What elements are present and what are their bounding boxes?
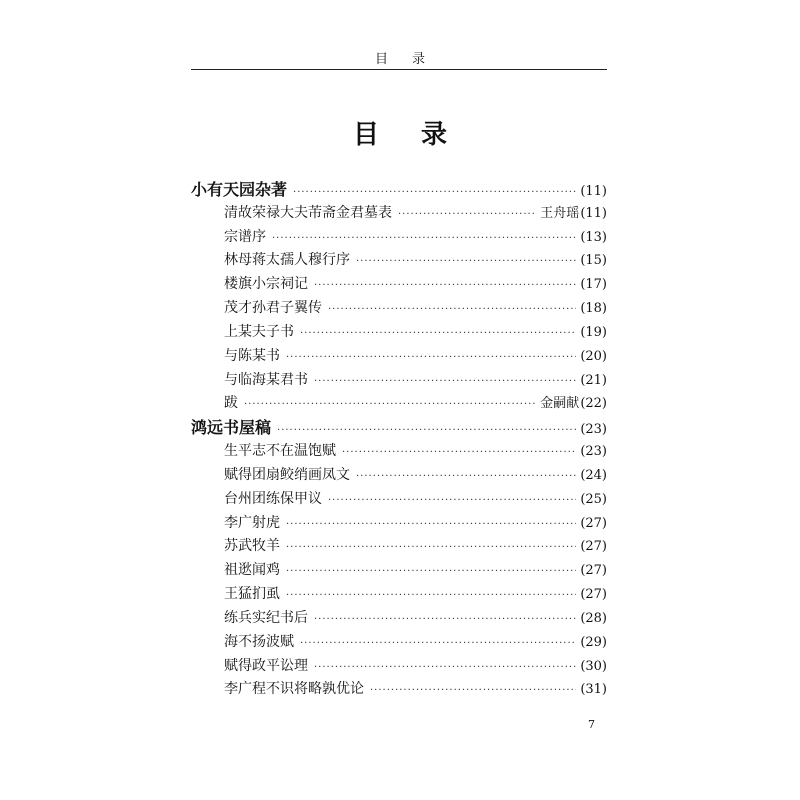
dot-leader (244, 393, 536, 417)
toc-entry (191, 607, 607, 631)
toc-page-number: (18) (580, 301, 607, 317)
dot-leader (314, 608, 576, 632)
toc-page-number: (13) (580, 229, 607, 245)
toc-entry-title: 李广射虎 (224, 514, 280, 531)
dot-leader (300, 322, 576, 346)
toc-entry-title: 练兵实纪书后 (224, 609, 308, 626)
toc-page-number: (17) (580, 277, 607, 293)
toc-page-number: (27) (580, 563, 607, 579)
toc-section (191, 178, 607, 202)
toc-entry (191, 202, 607, 226)
dot-leader (370, 679, 576, 703)
toc-entry (191, 249, 607, 273)
toc-page-number: (31) (580, 682, 607, 698)
toc-entry (191, 535, 607, 559)
toc-entry-title: 祖逖闻鸡 (224, 562, 280, 579)
dot-leader (328, 298, 576, 322)
toc-entry-title: 苏武牧羊 (224, 538, 280, 555)
toc-page-number: (27) (580, 587, 607, 603)
toc-entry-author: 金嗣献 (540, 396, 580, 412)
running-header: 目录 (374, 52, 449, 67)
dot-leader (286, 536, 576, 560)
toc-page-number: (25) (580, 491, 607, 507)
toc-entry (191, 440, 607, 464)
toc-entry-title: 台州团练保甲议 (224, 490, 322, 507)
toc-page-number: (21) (580, 372, 607, 388)
toc-entry-title: 楼旗小宗祠记 (224, 276, 308, 293)
dot-leader (314, 274, 576, 298)
toc-entry (191, 369, 607, 393)
toc-entry-title: 清故荣禄大夫芾斋金君墓表 (224, 204, 392, 221)
toc-page-number: (28) (580, 610, 607, 626)
toc-entry (191, 583, 607, 607)
toc-entry-title: 赋得团扇鲛绡画凤文 (224, 466, 350, 483)
toc-entry (191, 297, 607, 321)
dot-leader (300, 632, 576, 656)
dot-leader (286, 346, 576, 370)
toc-entry-title: 生平志不在温饱赋 (224, 443, 336, 460)
toc-entry-title: 茂才孙君子翼传 (224, 300, 322, 317)
toc-page-number: (20) (580, 348, 607, 364)
toc-entry (191, 488, 607, 512)
toc-entry-title: 跋 (224, 395, 238, 412)
toc-entry-author: 王舟瑶 (540, 205, 580, 221)
dot-leader (356, 465, 576, 489)
toc-page-number: (24) (580, 467, 607, 483)
page-number: 7 (588, 718, 595, 731)
header-rule (191, 69, 607, 70)
toc-entry-title: 赋得政平讼理 (224, 657, 308, 674)
toc-entry-title: 李广程不识将略孰优论 (224, 681, 364, 698)
toc-page-number: (19) (580, 324, 607, 340)
page-title: 目录 (352, 120, 489, 150)
dot-leader (398, 203, 536, 227)
toc-page-number: (11) (580, 184, 607, 199)
toc-entry (191, 559, 607, 583)
toc-page-number: (23) (580, 422, 607, 438)
dot-leader (328, 489, 576, 513)
toc-page-number: (29) (580, 634, 607, 650)
toc-page-number: (23) (580, 444, 607, 460)
dot-leader (272, 227, 576, 251)
toc-entry-title: 林母蒋太孺人穆行序 (224, 252, 350, 269)
toc-entry (191, 345, 607, 369)
toc-section-title: 鸿远书屋稿 (191, 418, 272, 438)
toc-entry-title: 与临海某君书 (224, 371, 308, 388)
toc-entry-title: 上某夫子书 (224, 323, 294, 340)
toc-page-number: (11) (580, 205, 607, 221)
toc-entry (191, 464, 607, 488)
toc-entry (191, 678, 607, 702)
toc-section-title: 小有天园杂著 (191, 180, 288, 199)
toc-entry (191, 321, 607, 345)
dot-leader (286, 513, 576, 537)
toc-entry (191, 512, 607, 536)
table-of-contents (191, 178, 607, 702)
dot-leader (342, 441, 576, 465)
toc-page-number: (22) (580, 396, 607, 412)
toc-section (191, 416, 607, 440)
toc-entry (191, 655, 607, 679)
toc-entry (191, 226, 607, 250)
toc-page-number: (27) (580, 515, 607, 531)
toc-page-number: (30) (580, 658, 607, 674)
dot-leader (314, 656, 576, 680)
toc-entry-title: 宗谱序 (224, 228, 266, 245)
dot-leader (286, 584, 576, 608)
toc-entry (191, 631, 607, 655)
dot-leader (314, 370, 576, 394)
toc-entry-title: 与陈某书 (224, 347, 280, 364)
toc-page-number: (15) (580, 253, 607, 269)
toc-entry-title: 王猛扪虱 (224, 586, 280, 603)
toc-entry (191, 273, 607, 297)
dot-leader (356, 250, 576, 274)
dot-leader (286, 560, 576, 584)
toc-page-number: (27) (580, 539, 607, 555)
toc-entry (191, 392, 607, 416)
toc-entry-title: 海不扬波赋 (224, 633, 294, 650)
